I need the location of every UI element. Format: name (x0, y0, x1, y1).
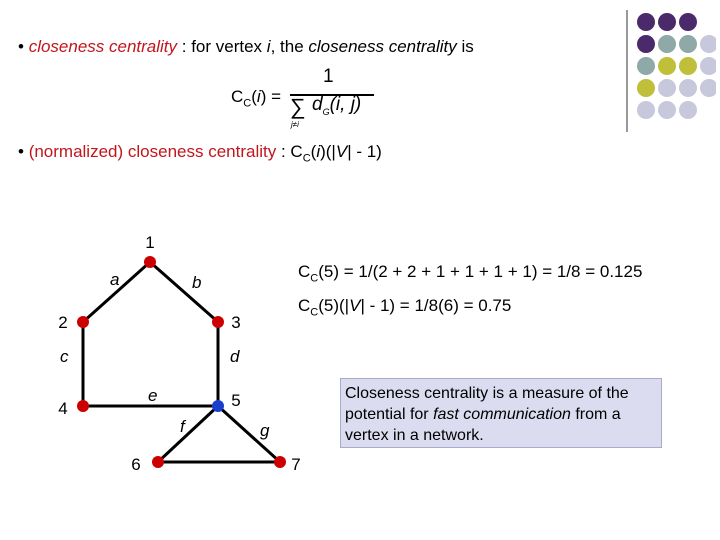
den-sub: G (322, 106, 330, 117)
den-args: (i, j) (329, 94, 362, 115)
lhs-close: ) = (260, 87, 281, 106)
den-d: d (312, 94, 323, 115)
node-2 (77, 316, 89, 328)
var-v: V (335, 142, 348, 161)
c: C (290, 142, 303, 161)
decorative-dot (658, 79, 676, 97)
eq2-text: | - 1) = 1/8(6) = 0.75 (360, 296, 512, 315)
sigma-symbol: ∑ (290, 94, 306, 119)
edge-5-7 (218, 406, 280, 462)
edge-label-a: a (110, 270, 120, 289)
decorative-dot-grid (626, 10, 716, 130)
colon: : (276, 142, 291, 161)
edge-5-6 (158, 406, 218, 462)
text-for-vertex: for vertex (191, 37, 267, 56)
edge-label-f: f (180, 417, 185, 436)
node-label-5: 5 (231, 391, 241, 410)
decorative-dot (679, 57, 697, 75)
decorative-dot (700, 35, 716, 53)
node-5 (212, 400, 224, 412)
eq1-c: C (298, 262, 311, 281)
end: | - 1) (347, 142, 382, 161)
text-is: is (456, 37, 474, 56)
lhs-var: i (256, 87, 261, 106)
edge-label-d: d (230, 347, 240, 366)
node-1 (144, 256, 156, 268)
eq2-sub: C (310, 306, 319, 319)
note-emphasis: fast communication (433, 406, 571, 423)
post: )(| (320, 142, 336, 161)
edge-label-b: b (192, 273, 202, 292)
eq1-text: (5) = 1/(2 + 2 + 1 + 1 + 1 + 1) = 1/8 = 0.125 (318, 262, 643, 281)
decorative-dot (637, 57, 655, 75)
decorative-dot (700, 57, 716, 75)
node-label-7: 7 (291, 455, 301, 474)
node-4 (77, 400, 89, 412)
bullet: • (18, 37, 24, 56)
node-7 (274, 456, 286, 468)
node-6 (152, 456, 164, 468)
colon: : (177, 37, 192, 56)
decorative-dot (679, 35, 697, 53)
decorative-dot (637, 101, 655, 119)
node-label-2: 2 (58, 313, 68, 332)
term-closeness-centrality-2: closeness centrality (308, 37, 457, 56)
decorative-dot (658, 57, 676, 75)
term-normalized-closeness: (normalized) closeness centrality (28, 142, 277, 161)
edge-label-c: c (60, 347, 69, 366)
open: ( (310, 142, 317, 161)
decorative-dot (637, 79, 655, 97)
edge-label-g: g (260, 421, 270, 440)
decorative-dot (679, 101, 697, 119)
note-pre: Closeness centrality is a measure of the potential for (345, 385, 629, 423)
lhs-open: ( (251, 87, 257, 106)
var-i: i (316, 142, 321, 161)
lhs-sub: C (243, 97, 252, 110)
decorative-dot (637, 35, 655, 53)
var-i: i (266, 37, 271, 56)
decorative-dot (658, 35, 676, 53)
sub: C (302, 152, 311, 165)
edge-label-e: e (148, 386, 158, 405)
eq2-c: C (298, 296, 311, 315)
decorative-dot (679, 79, 697, 97)
sigma-subscript: j≠i (291, 120, 299, 129)
note-post: from a vertex in a network. (345, 406, 621, 444)
node-3 (212, 316, 224, 328)
node-label-4: 4 (58, 399, 68, 418)
term-closeness-centrality: closeness centrality (28, 37, 178, 56)
decorative-dot (637, 13, 655, 31)
eq1-sub: C (310, 272, 319, 285)
lhs-c: C (231, 87, 244, 106)
decorative-dot (658, 101, 676, 119)
decorative-dot (700, 79, 716, 97)
eq2-v: V (349, 296, 361, 315)
eq2-pre: (5)(| (318, 296, 350, 315)
bullet: • (18, 142, 24, 161)
decorative-dot (658, 13, 676, 31)
text-the: , the (270, 37, 309, 56)
decorative-dot (679, 13, 697, 31)
node-label-6: 6 (131, 455, 141, 474)
node-label-1: 1 (145, 233, 155, 252)
node-label-3: 3 (231, 313, 241, 332)
formula-numerator: 1 (323, 66, 334, 87)
edge-1-3 (150, 262, 218, 322)
